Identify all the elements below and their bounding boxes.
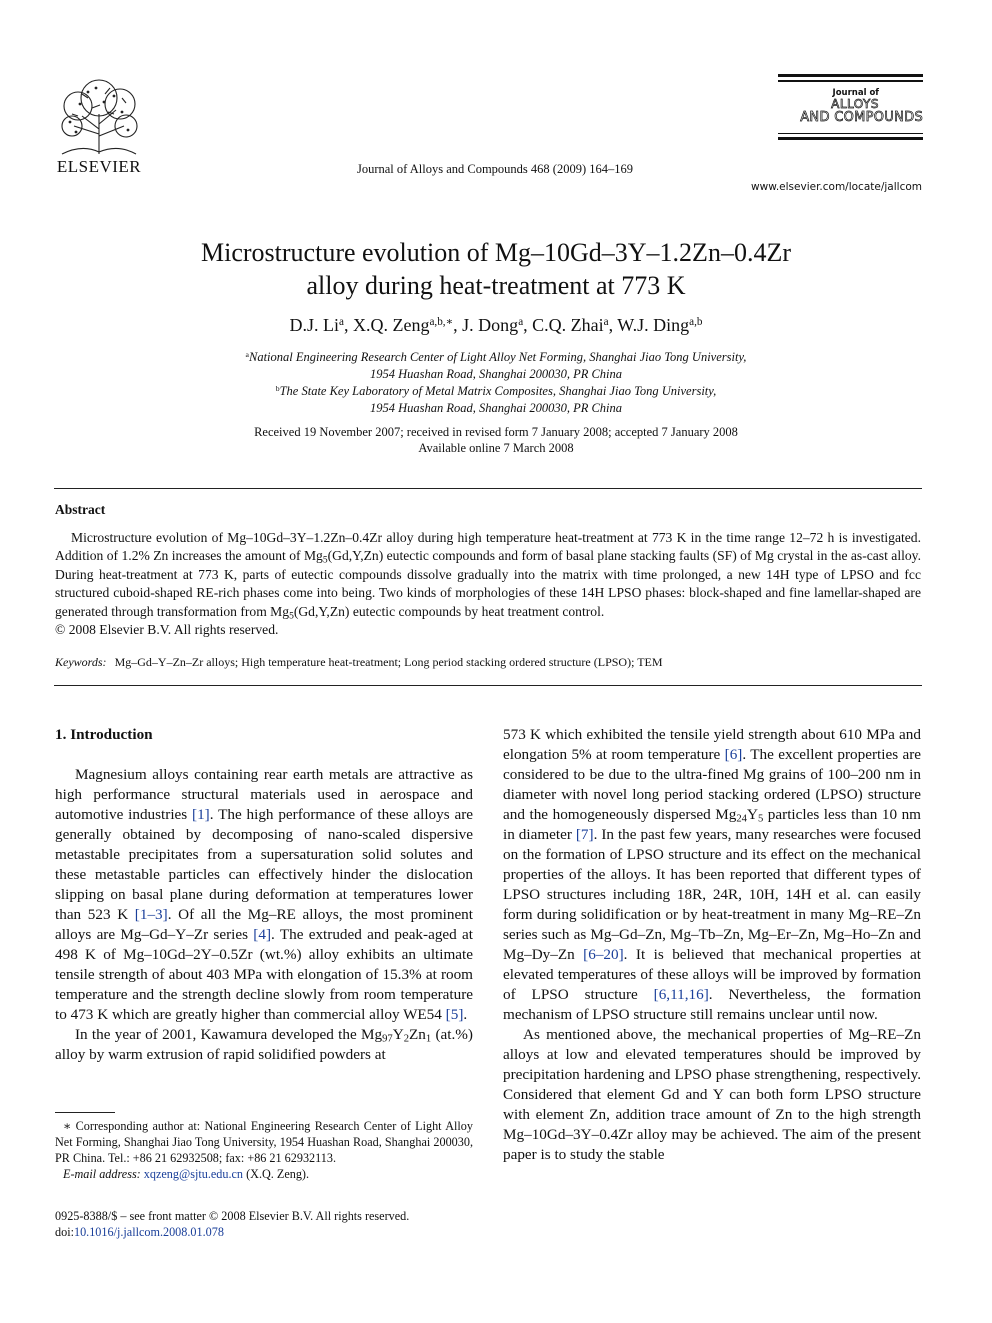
divider: [54, 685, 922, 686]
column-right: [503, 725, 921, 1165]
citation-link[interactable]: [1]: [192, 806, 210, 823]
journal-logo-line3: AND COMPOUNDS: [800, 109, 923, 125]
paragraph: As mentioned above, the mechanical properties of Mg–RE–Zn alloys at low and elevated temperatures should be improved by precipitation hardening and LPSO phase strengthening, respectively. Considered that element Gd and Y can both form LPSO structure with element Zn, addition trace amount of Zn to the high strength Mg–10Gd–3Y–0.4Zr alloy may be achieved. The aim of the present paper is to study the stable: [503, 1026, 921, 1163]
citation-link[interactable]: [6]: [724, 746, 743, 763]
doi-link[interactable]: 10.1016/j.jallcom.2008.01.078: [73, 1225, 224, 1239]
section-heading: 1. Introduction: [55, 726, 153, 743]
author-list: D.J. Li$^a$, X.Q. Zeng$^{a,b,∗}$, J. Dong$^a$, C.Q. Zhai$^a$, W.J. Ding$^{a,b}$: [289, 315, 703, 335]
affiliation-a: $^a$National Engineering Research Center of Light Alloy Net Forming, Shanghai Jiao Tong University, 1954 Huashan Road, Shanghai 200030, PR China: [245, 349, 747, 381]
paragraph: In the year of 2001, Kawamura developed the $Mg_{97}Y_2Zn_1$ (at.%) alloy by warm extrusion of rapid solidified powders at: [55, 1026, 473, 1063]
email-label: E-mail address:: [63, 1167, 141, 1181]
keywords: [55, 655, 921, 670]
author[interactable]: C.Q. Zhai$^a$: [532, 315, 609, 335]
doi-line: doi:10.1016/j.jallcom.2008.01.078: [55, 1225, 224, 1239]
article-title: [80, 236, 912, 302]
issn-line: 0925-8388/$ – see front matter © 2008 Elsevier B.V. All rights reserved.: [55, 1209, 410, 1223]
abstract-text: Microstructure evolution of Mg–10Gd–3Y–1.2Zn–0.4Zr alloy during high temperature heat-treatment at 773 K in the time range 12–72 h is investigated. Addition of 1.2% Zn increases the amount of $Mg_5(Gd,Y,Zn)$ eutectic compounds and form of basal plane stacking faults (SF) of Mg crystal in the as-cast alloy. During heat-treatment at 773 K, parts of eutectic compounds dissolve gradually into the matrix with time prolonged, a new 14H type of LPSO and fcc structured cuboid-shaped RE-rich phases come into being. Two kinds of morphologies of these 14H LPSO phases: block-shaped and fine lamellar-shaped are generated through transformation from $Mg_5(Gd,Y,Zn)$ eutectic compounds by heat treatment control. © 2008 Elsevier B.V. All rights reserved.: [55, 529, 921, 639]
citation-link[interactable]: [1–3]: [134, 906, 168, 923]
journal-logo-line1: Journal of: [832, 87, 879, 98]
paragraph: 573 K which exhibited the tensile yield strength about 610 MPa and elongation 5% at room temperature [6]. The excellent properties are considered to be due to the ultra-fined Mg grains of 100–200 nm in diameter with novel long period stacking ordered (LPSO) structure and the homogeneously dispersed $Mg_{24}Y_5$ particles less than 10 nm in diameter [7]. In the past few years, many researches were focused on the formation of LPSO structure and its effect on the mechanical properties of the alloys. It has been reported that different types of LPSO structures including 18R, 24R, 10H, 14H et al. can easily form during solidification or by heat-treatment in many Mg–RE–Zn series such as Mg–Gd–Zn, Mg–Tb–Zn, Mg–Er–Zn, Mg–Ho–Zn and Mg–Dy–Zn [6–20]. It is believed that mechanical properties at elevated temperatures of these alloys will be improved by formation of LPSO structure [6,11,16]. Nevertheless, the formation mechanism of LPSO structure still remains unclear until now.: [503, 726, 922, 1023]
abstract-heading: Abstract: [55, 502, 106, 517]
title-line-2: alloy during heat-treatment at 773 K: [306, 271, 686, 300]
divider: [54, 488, 922, 489]
affiliations: [80, 349, 912, 417]
author[interactable]: D.J. Li$^a$: [289, 315, 344, 335]
affiliation-b: $^b$The State Key Laboratory of Metal Matrix Composites, Shanghai Jiao Tong University, 1954 Huashan Road, Shanghai 200030, PR China: [275, 383, 717, 415]
author[interactable]: W.J. Ding$^{a,b}$: [617, 315, 703, 335]
footnote-rule: [55, 1112, 115, 1113]
journal-url[interactable]: www.elsevier.com/locate/jallcom: [751, 181, 922, 193]
article-history: [80, 424, 912, 456]
journal-logo-line2: ALLOYS: [831, 96, 879, 111]
citation-link[interactable]: [6,11,16]: [653, 986, 709, 1003]
citation-link[interactable]: [5]: [445, 1006, 464, 1023]
page-footer: [55, 1208, 495, 1240]
citation-link[interactable]: [4]: [253, 926, 272, 943]
received-dates: Received 19 November 2007; received in revised form 7 January 2008; accepted 7 January 2008: [254, 425, 738, 439]
journal-logo: [778, 74, 923, 140]
paragraph: Magnesium alloys containing rear earth metals are attractive as high performance structural materials used in aerospace and automotive industries [1]. The high performance of these alloys are generally obtained by decomposing of nano-scaled dispersive metastable precipitates from a supersaturation solid solutes and these metastable particles can effectively hinder the dislocation slipping on basal plane during deformation at temperatures lower than 523 K [1–3]. Of all the Mg–RE alloys, the most prominent alloys are Mg–Gd–Y–Zr series [4]. The extruded and peak-aged at 498 K of Mg–10Gd–2Y–0.5Zr (wt.%) alloy exhibits an ultimate tensile strength of about 403 MPa with elongation of 15.3% at room temperature and the strength decline slowly from room temperature to 473 K which are greatly higher than commercial alloy WE54 [5].: [55, 766, 474, 1023]
copyright: © 2008 Elsevier B.V. All rights reserved.: [55, 622, 279, 638]
citation-link[interactable]: [6–20]: [583, 946, 624, 963]
column-left: [55, 725, 473, 1065]
keywords-text: Mg–Gd–Y–Zn–Zr alloys; High temperature heat-treatment; Long period stacking ordered structure (LPSO); TEM: [114, 655, 663, 669]
author[interactable]: X.Q. Zeng$^{a,b,∗}$: [352, 315, 454, 335]
email-link[interactable]: xqzeng@sjtu.edu.cn: [143, 1167, 244, 1181]
footnote-mark: ∗: [63, 1119, 72, 1133]
footnote-text: Corresponding author at: National Engineering Research Center of Light Alloy Net Forming, Shanghai Jiao Tong University, 1954 Huashan Road, Shanghai 200030, PR China. Tel.: +86 21 62932508; fax: +86 21 62932113.: [55, 1119, 473, 1165]
publisher-name: ELSEVIER: [56, 157, 142, 176]
citation-link[interactable]: [7]: [575, 826, 594, 843]
elsevier-logo: [52, 74, 146, 178]
title-line-1: Microstructure evolution of Mg–10Gd–3Y–1.2Zn–0.4Zr: [201, 238, 791, 267]
keywords-label: Keywords:: [55, 655, 107, 669]
available-online: Available online 7 March 2008: [418, 441, 574, 455]
author[interactable]: J. Dong$^a$: [462, 315, 524, 335]
journal-reference: Journal of Alloys and Compounds 468 (2009) 164–169: [356, 162, 634, 176]
footnote: ∗ Corresponding author at: National Engineering Research Center of Light Alloy Net Forming, Shanghai Jiao Tong University, 1954 Huashan Road, Shanghai 200030, PR China. Tel.: +86 21 62932508; fax: +86 21 62932113. E-mail address: xqzeng@sjtu.edu.cn (X.Q. Zeng).: [55, 1119, 473, 1181]
